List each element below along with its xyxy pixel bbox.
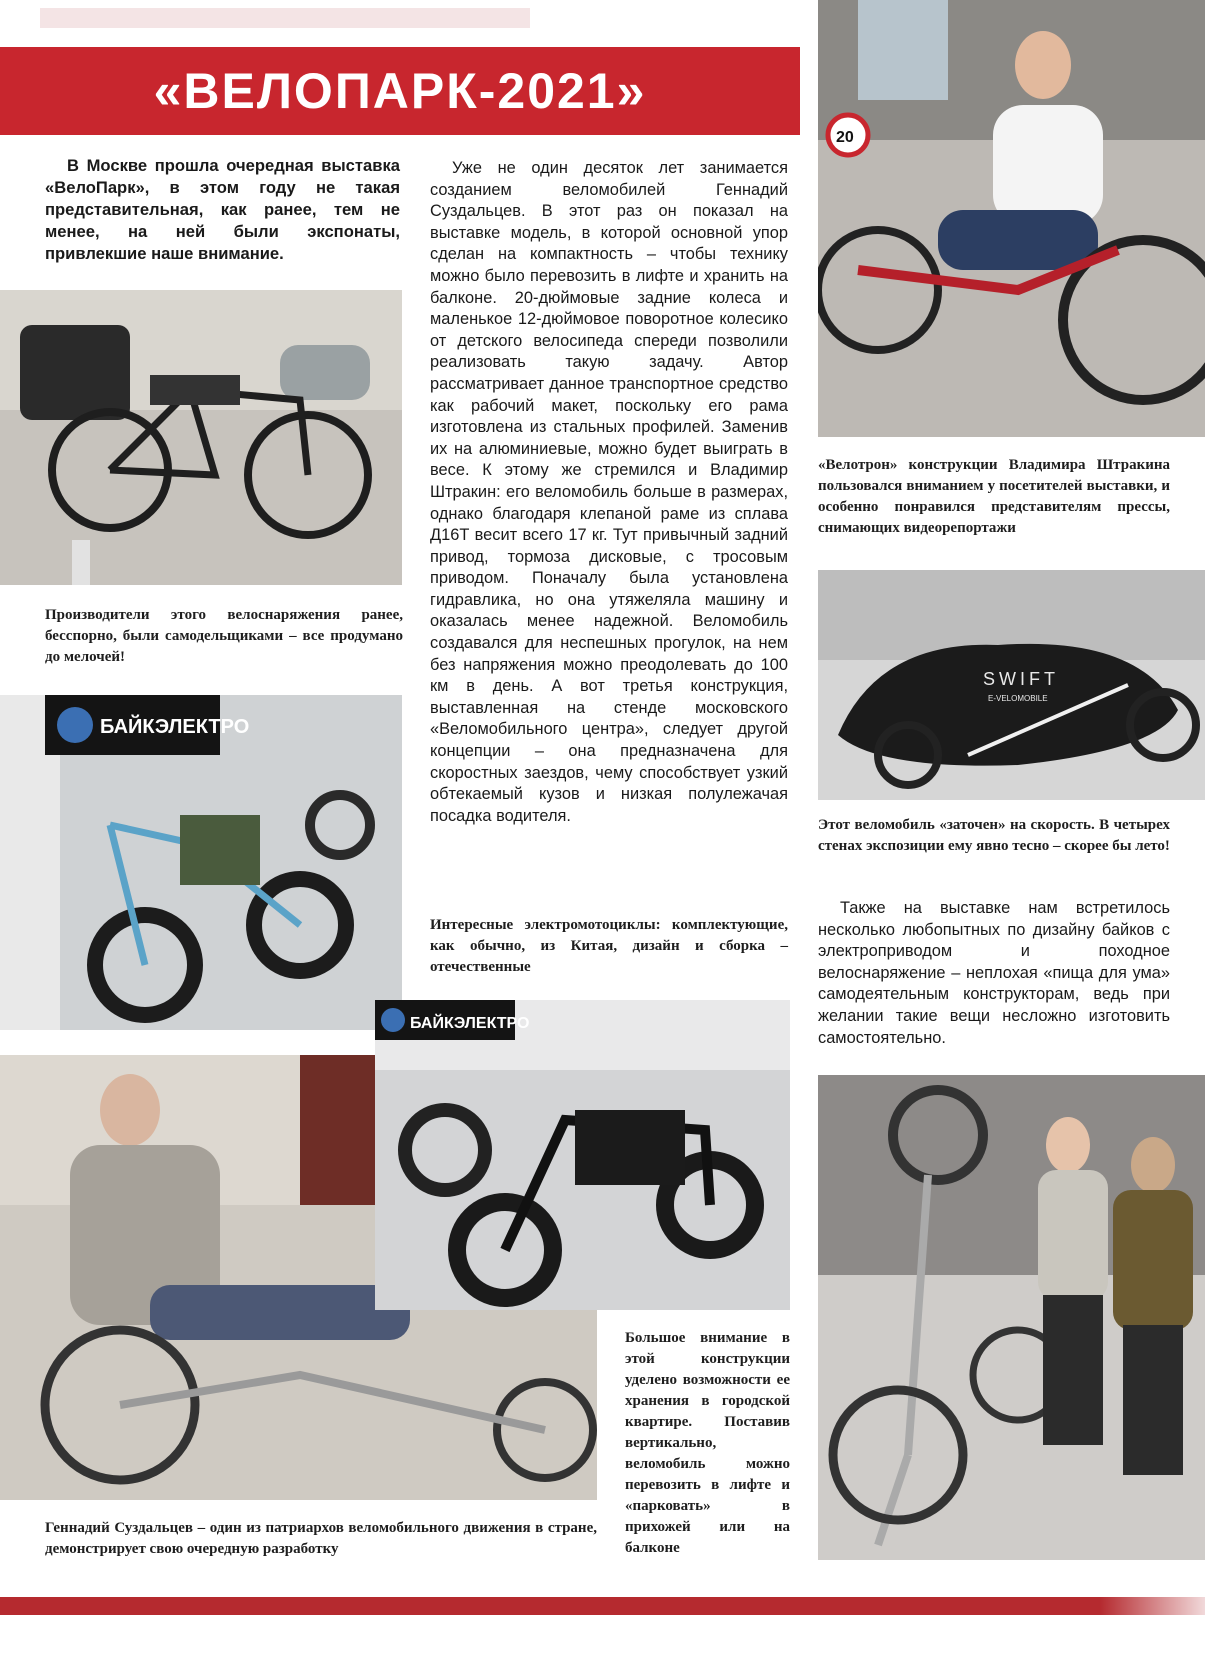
caption-velotron: «Велотрон» конструкции Владимира Штракина пользовался вниманием у посетителей выставки, и особенно понравился представителям прессы, снимающих видеорепортажи (818, 457, 1170, 536)
page-title: «ВЕЛОПАРК-2021» (153, 63, 647, 119)
article-body-right: Также на выставке нам встретилось несколько любопытных по дизайну байков с электроприводом и походное велоснаряжение – неплохая «пища для ума» самодеятельным конструкторам, ведь при желании такие вещи несложно изготовить самостоятельно. (818, 899, 1170, 1047)
photo-bikepacking-bicycle (0, 290, 402, 585)
swift-brand-text: SWIFT (983, 669, 1059, 689)
article-body-main: Уже не один десяток лет занимается созданием веломобилей Геннадий Суздальцев. В этот раз он показал на выставке модель, в которой основной упор сделан на компактность – чтобы технику можно было перевозить в лифте и хранить на балконе. 20-дюймовые задние колеса и маленькое 12-дюймовое поворотное колесико от детского велосипеда спереди позволили реализовать такую задачу. Автор рассматривает данное транспортное средство как рабочий макет, поскольку его рама изготовлена из стальных профилей. Заменив их на алюминиевые, можно будет выиграть в весе. К этому же стремился и Владимир Штракин: его веломобиль больше в размерах, однако благодаря клепаной раме из сплава Д16Т весит всего 17 кг. Тут привычный задний привод, тормоза дисковые, с тросовым приводом. Поначалу была установлена гидравлика, но она утяжеляла машину и оказалась менее надежной. Веломобиль создавался для неспешных прогулок, на нем без напряжения можно преодолевать до 100 км в день. А вот третья конструкция, выставленная на стенде московского «Веломобильного центра», следует другой концепции – она предназначена для скоростных заездов, чему способствует узкий обтекаемый кузов и низкая полулежачая посадка водителя. (430, 159, 788, 825)
caption-bikepacking: Производители этого велоснаряжения ранее, бесспорно, были самодельщиками – все продумано до мелочей! (45, 607, 403, 665)
caption-swift: Этот веломобиль «заточен» на скорость. В четырех стенах экспозиции ему явно тесно – скорее бы лето! (818, 817, 1170, 854)
caption-electro-motorcycles: Интересные электромотоциклы: комплектующие, как обычно, из Китая, дизайн и сборка – отечественные (430, 917, 788, 975)
bottom-bar-fade (1100, 1597, 1205, 1615)
photo-vertical-velomobile (818, 1075, 1205, 1560)
photo-velotron (818, 0, 1205, 437)
speed-sign: 20 (836, 129, 854, 146)
photo-ebikes-stand (0, 695, 402, 1030)
bike-electro-sign-2: БАЙКЭЛЕКТРО (410, 1015, 530, 1032)
photo-black-electro-motorcycles (375, 1000, 790, 1310)
bike-electro-sign: БАЙКЭЛЕКТРО (100, 716, 250, 738)
caption-suzdaltsev: Геннадий Суздальцев – один из патриархов веломобильного движения в стране, демонстрирует свою очередную разработку (45, 1520, 597, 1557)
swift-sub-text: E-VELOMOBILE (988, 694, 1048, 703)
bottom-accent-bar (0, 1597, 1205, 1615)
photo-swift-velomobile (818, 570, 1205, 800)
top-decor-strip (40, 8, 530, 28)
caption-vertical-storage: Большое внимание в этой конструкции уделено возможности ее хранения в городской квартире. Поставив вертикально, веломобиль можно перевозить в лифте и «парковать» в прихожей или на балконе (625, 1330, 790, 1556)
lead-paragraph: В Москве прошла очередная выставка «ВелоПарк», в этом году не такая представительная, как ранее, тем не менее, на ней были экспонаты, привлекшие наше внимание. (45, 156, 400, 263)
